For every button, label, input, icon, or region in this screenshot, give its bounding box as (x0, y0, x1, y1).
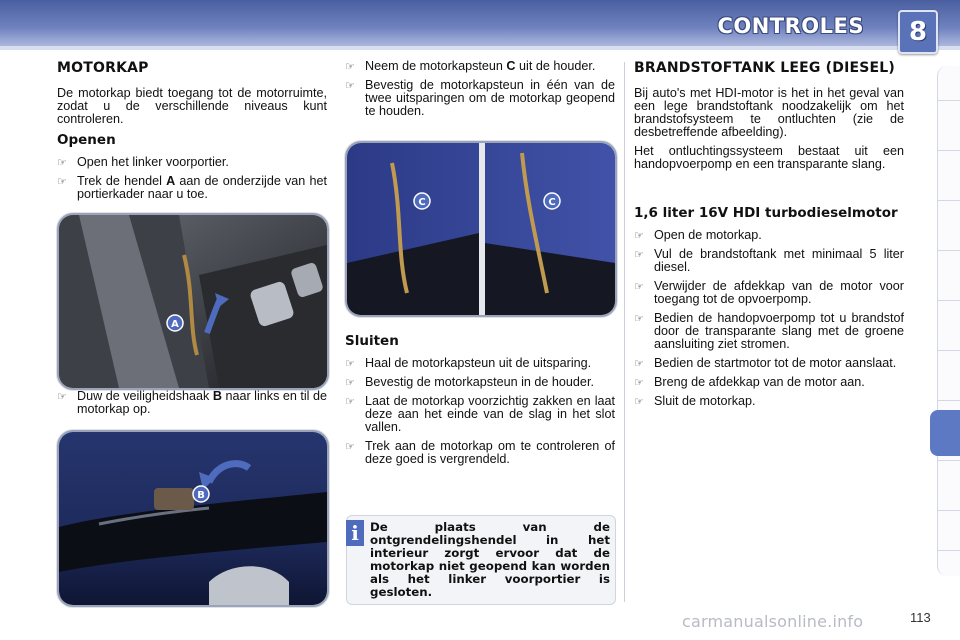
column-close (345, 333, 615, 472)
callout-c-right: C (548, 197, 556, 208)
step-text: Open het linker voorportier. (77, 155, 229, 169)
step-text: Trek aan de motorkap om te controleren of deze goed is vergrendeld. (365, 439, 615, 466)
step-text: naar links en til de motorkap op. (77, 389, 327, 416)
photo-hood-support (345, 141, 617, 317)
hand-pointer-icon: ☞ (345, 395, 355, 408)
step-safety-hook (57, 390, 327, 422)
step-item (634, 357, 904, 370)
hand-pointer-icon: ☞ (345, 79, 355, 92)
callout-c-left: C (418, 197, 426, 208)
step-text: Duw de veiligheidshaak (77, 389, 213, 403)
tab-divider (938, 250, 960, 251)
callout-a: A (171, 319, 179, 330)
step-item (634, 229, 904, 242)
tab-divider (938, 300, 960, 301)
step-text: Vul de brandstoftank met minimaal 5 liter diesel. (654, 247, 904, 274)
tab-divider (938, 200, 960, 201)
tab-divider (938, 550, 960, 551)
step-item (57, 156, 327, 169)
column-hood-support (345, 60, 615, 124)
hand-pointer-icon: ☞ (345, 376, 355, 389)
callout-letter: B (212, 389, 222, 403)
step-text: Bedien de handopvoerpomp tot u brandstof door de transparante slang met de groene aansluiting ziet stromen. (654, 311, 904, 351)
step-text: Laat de motorkap voorzichtig zakken en laat deze aan het einde van de slag in het slot vallen. (365, 394, 615, 434)
step-text: aan de onderzijde van het portierkader naar u toe. (77, 174, 327, 201)
hand-pointer-icon: ☞ (345, 357, 355, 370)
step-item (345, 60, 615, 73)
step-item (345, 357, 615, 370)
close-heading: Sluiten (345, 333, 399, 349)
step-item (57, 390, 327, 416)
open-heading: Openen (57, 132, 116, 148)
hand-pointer-icon: ☞ (57, 390, 67, 403)
step-item (634, 312, 904, 351)
callout-b: B (197, 490, 205, 501)
callout-letter: C (506, 59, 516, 73)
info-text: De plaats van de ontgrendelingshendel in het interieur zorgt ervoor dat de motorkap niet geopend kan worden als het linker voorportier is gesloten. (370, 520, 610, 599)
step-item (634, 395, 904, 408)
section-title-hood: MOTORKAP (57, 60, 149, 76)
step-item (57, 175, 327, 201)
hook-step (57, 390, 327, 416)
step-text: Haal de motorkapsteun uit de uitsparing. (365, 356, 592, 370)
engine-heading: 1,6 liter 16V HDI turbodieselmotor (634, 205, 898, 221)
step-item (345, 440, 615, 466)
step-item (634, 280, 904, 306)
chapter-tab-active[interactable] (930, 410, 960, 456)
close-steps (345, 357, 615, 466)
chapter-number-badge: 8 (898, 10, 938, 54)
spacer (634, 177, 904, 205)
chapter-tab-strip (937, 66, 960, 576)
tab-divider (938, 100, 960, 101)
header-stripe (0, 46, 960, 50)
hand-pointer-icon: ☞ (634, 357, 644, 370)
section-title-diesel: BRANDSTOFTANK LEEG (DIESEL) (634, 60, 896, 76)
tab-divider (938, 510, 960, 511)
hand-pointer-icon: ☞ (345, 60, 355, 73)
hood-intro: De motorkap biedt toegang tot de motorruimte, zodat u de verschillende niveaus kunt controleren. (57, 86, 327, 126)
step-text: Bedien de startmotor tot de motor aanslaat. (654, 356, 897, 370)
page-number: 113 (910, 610, 931, 625)
step-item (345, 376, 615, 389)
step-text: Sluit de motorkap. (654, 394, 756, 408)
step-item (634, 376, 904, 389)
hand-pointer-icon: ☞ (634, 312, 644, 325)
tab-divider (938, 150, 960, 151)
column-hood (57, 60, 327, 207)
column-diesel (634, 60, 904, 414)
step-text: Bevestig de motorkapsteun in de houder. (365, 375, 594, 389)
step-text: Bevestig de motorkapsteun in één van de twee uitsparingen om de motorkap geopend te houden. (365, 78, 615, 118)
hand-pointer-icon: ☞ (634, 248, 644, 261)
hand-pointer-icon: ☞ (345, 440, 355, 453)
watermark: carmanualsonline.info (682, 612, 864, 631)
column-divider (624, 62, 625, 602)
step-item (345, 395, 615, 434)
diesel-para-1: Bij auto's met HDI-motor is het in het geval van een lege brandstoftank noodzakelijk om het brandstofsysteem te ontluchten (zie de desbetreffende afbeelding). (634, 86, 904, 139)
step-item (634, 248, 904, 274)
step-item (345, 79, 615, 118)
hand-pointer-icon: ☞ (634, 280, 644, 293)
hand-pointer-icon: ☞ (634, 376, 644, 389)
info-icon: i (346, 520, 364, 546)
tab-divider (938, 400, 960, 401)
hand-pointer-icon: ☞ (634, 395, 644, 408)
support-steps (345, 60, 615, 118)
step-text: Neem de motorkapsteun (365, 59, 507, 73)
photo-release-lever (57, 213, 329, 390)
callout-letter: A (166, 174, 176, 188)
tab-divider (938, 460, 960, 461)
step-text: Breng de afdekkap van de motor aan. (654, 375, 865, 389)
tab-divider (938, 350, 960, 351)
hand-pointer-icon: ☞ (57, 175, 67, 188)
hand-pointer-icon: ☞ (634, 229, 644, 242)
open-steps (57, 156, 327, 201)
photo-safety-hook (57, 430, 329, 607)
step-text: Trek de hendel (77, 174, 167, 188)
step-text: uit de houder. (515, 59, 596, 73)
step-text: Open de motorkap. (654, 228, 762, 242)
diesel-steps (634, 229, 904, 408)
diesel-para-2: Het ontluchtingssysteem bestaat uit een handopvoerpomp en een transparante slang. (634, 144, 904, 171)
chapter-title: CONTROLES (717, 14, 864, 38)
hand-pointer-icon: ☞ (57, 156, 67, 169)
step-text: Verwijder de afdekkap van de motor voor toegang tot de opvoerpomp. (654, 279, 904, 306)
